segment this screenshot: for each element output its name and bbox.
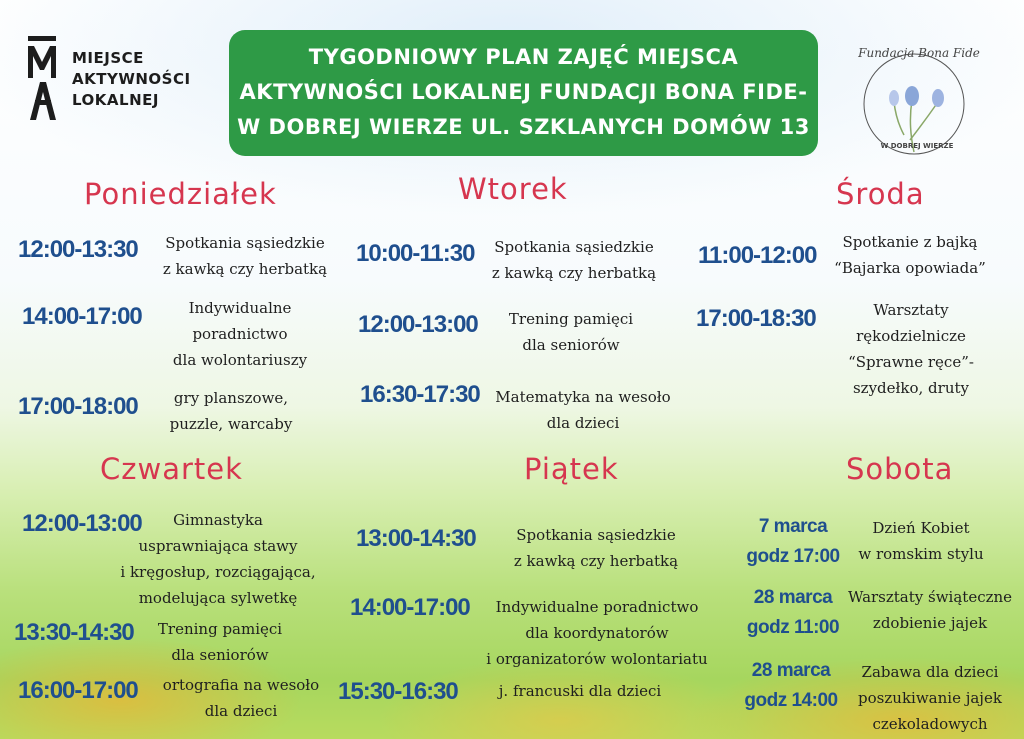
event-date-time bbox=[738, 656, 844, 716]
event-time: 17:00-18:00 bbox=[18, 393, 138, 420]
event-description bbox=[488, 384, 678, 436]
event-description bbox=[140, 616, 300, 668]
event-line: dla wolontariuszy bbox=[172, 351, 308, 369]
mal-logo bbox=[22, 36, 212, 122]
event-line: dla seniorów bbox=[522, 336, 620, 354]
event-line: Dzień Kobiet bbox=[872, 519, 970, 537]
event-line: poradnictwo bbox=[192, 325, 288, 343]
logo-line: LOKALNEJ bbox=[72, 91, 159, 109]
event-line: z kawką czy herbatką bbox=[162, 260, 328, 278]
event-line: poszukiwanie jajek bbox=[858, 689, 1002, 707]
event-date: 28 marca bbox=[753, 587, 833, 608]
event-description bbox=[842, 584, 1018, 636]
title-banner bbox=[229, 30, 818, 156]
event-line: “Sprawne ręce”- bbox=[848, 353, 974, 371]
event-line: Trening pamięci bbox=[508, 310, 634, 328]
event-description bbox=[472, 594, 722, 672]
event-line: Warsztaty świąteczne bbox=[847, 588, 1013, 606]
logo-line: MIEJSCE bbox=[72, 49, 144, 67]
event-line: Indywidualne bbox=[188, 299, 292, 317]
event-line: gry planszowe, bbox=[173, 389, 289, 407]
event-time: 15:30-16:30 bbox=[338, 678, 458, 705]
event-description bbox=[842, 659, 1018, 737]
event-time: 12:00-13:00 bbox=[22, 510, 142, 537]
event-line: w romskim stylu bbox=[858, 545, 984, 563]
event-date: 7 marca bbox=[758, 516, 828, 537]
event-time: 11:00-12:00 bbox=[698, 242, 817, 269]
event-line: Spotkania sąsiedzkie bbox=[165, 234, 325, 252]
foundation-subtitle: W DOBREJ WIERZE bbox=[880, 142, 954, 150]
event-description bbox=[486, 306, 656, 358]
foundation-logo bbox=[852, 40, 986, 164]
event-time: 16:00-17:00 bbox=[18, 677, 138, 704]
event-description bbox=[496, 522, 696, 574]
event-time: 16:30-17:30 bbox=[360, 381, 480, 408]
mal-logo-icon bbox=[26, 36, 60, 120]
event-time: 14:00-17:00 bbox=[350, 594, 470, 621]
event-line: czekoladowych bbox=[872, 715, 988, 733]
event-line: Spotkania sąsiedzkie bbox=[516, 526, 676, 544]
event-time: 10:00-11:30 bbox=[356, 240, 475, 267]
event-date: 28 marca bbox=[751, 660, 831, 681]
event-time: 14:00-17:00 bbox=[22, 303, 142, 330]
event-date-time bbox=[740, 512, 846, 572]
event-hour: godz 14:00 bbox=[744, 690, 838, 711]
logo-line: AKTYWNOŚCI bbox=[72, 70, 191, 88]
event-description bbox=[826, 297, 996, 401]
event-date-time bbox=[740, 583, 846, 643]
event-line: puzzle, warcaby bbox=[169, 415, 293, 433]
event-line: Gimnastyka bbox=[173, 511, 263, 529]
event-line: z kawką czy herbatką bbox=[491, 264, 657, 282]
event-line: ortografia na wesoło bbox=[162, 676, 320, 694]
title-line: AKTYWNOŚCI LOKALNEJ FUNDACJI BONA FIDE- bbox=[239, 80, 808, 104]
event-line: j. francuski dla dzieci bbox=[498, 682, 662, 700]
day-heading-tuesday: Wtorek bbox=[458, 172, 568, 206]
event-hour: godz 11:00 bbox=[746, 617, 840, 638]
event-line: usprawniająca stawy bbox=[138, 537, 298, 555]
event-time: 12:00-13:00 bbox=[358, 311, 478, 338]
event-line: dla seniorów bbox=[171, 646, 269, 664]
foundation-name: Fundacja Bona Fide bbox=[858, 46, 980, 60]
event-description bbox=[148, 672, 334, 724]
event-line: z kawką czy herbatką bbox=[513, 552, 679, 570]
event-line: “Bajarka opowiada” bbox=[834, 259, 986, 277]
event-description bbox=[846, 515, 996, 567]
event-line: Matematyka na wesoło bbox=[495, 388, 671, 406]
event-line: rękodzielnicze bbox=[856, 327, 966, 345]
event-description bbox=[820, 229, 1000, 281]
event-line: Spotkania sąsiedzkie bbox=[494, 238, 654, 256]
event-line: szydełko, druty bbox=[852, 379, 969, 397]
day-heading-friday: Piątek bbox=[524, 452, 619, 486]
event-time: 13:30-14:30 bbox=[14, 619, 134, 646]
event-line: zdobienie jajek bbox=[872, 614, 988, 632]
day-heading-monday: Poniedziałek bbox=[84, 177, 277, 211]
event-description bbox=[474, 234, 674, 286]
event-description bbox=[100, 507, 336, 611]
event-description bbox=[146, 230, 344, 282]
event-description bbox=[480, 678, 680, 704]
event-time: 17:00-18:30 bbox=[696, 305, 816, 332]
event-description bbox=[146, 295, 334, 373]
event-line: Spotkanie z bajką bbox=[842, 233, 978, 251]
day-heading-saturday: Sobota bbox=[846, 452, 954, 486]
event-line: i kręgosłup, rozciągająca, bbox=[120, 563, 316, 581]
event-line: modelująca sylwetkę bbox=[138, 589, 298, 607]
day-heading-thursday: Czwartek bbox=[100, 452, 243, 486]
title-line: W DOBREJ WIERZE UL. SZKLANYCH DOMÓW 13 bbox=[237, 115, 810, 139]
event-hour: godz 17:00 bbox=[746, 546, 840, 567]
event-time: 13:00-14:30 bbox=[356, 525, 476, 552]
event-line: dla koordynatorów bbox=[525, 624, 669, 642]
event-line: dla dzieci bbox=[546, 414, 620, 432]
event-line: Zabawa dla dzieci bbox=[861, 663, 999, 681]
event-description bbox=[146, 385, 316, 437]
day-heading-wednesday: Środa bbox=[836, 177, 925, 211]
mal-logo-text bbox=[72, 48, 191, 111]
event-line: Trening pamięci bbox=[157, 620, 283, 638]
event-line: i organizatorów wolontariatu bbox=[486, 650, 708, 668]
event-time: 12:00-13:30 bbox=[18, 236, 138, 263]
event-line: Warsztaty bbox=[873, 301, 949, 319]
title-line: TYGODNIOWY PLAN ZAJĘĆ MIEJSCA bbox=[308, 45, 739, 69]
event-line: Indywidualne poradnictwo bbox=[495, 598, 699, 616]
event-line: dla dzieci bbox=[204, 702, 278, 720]
